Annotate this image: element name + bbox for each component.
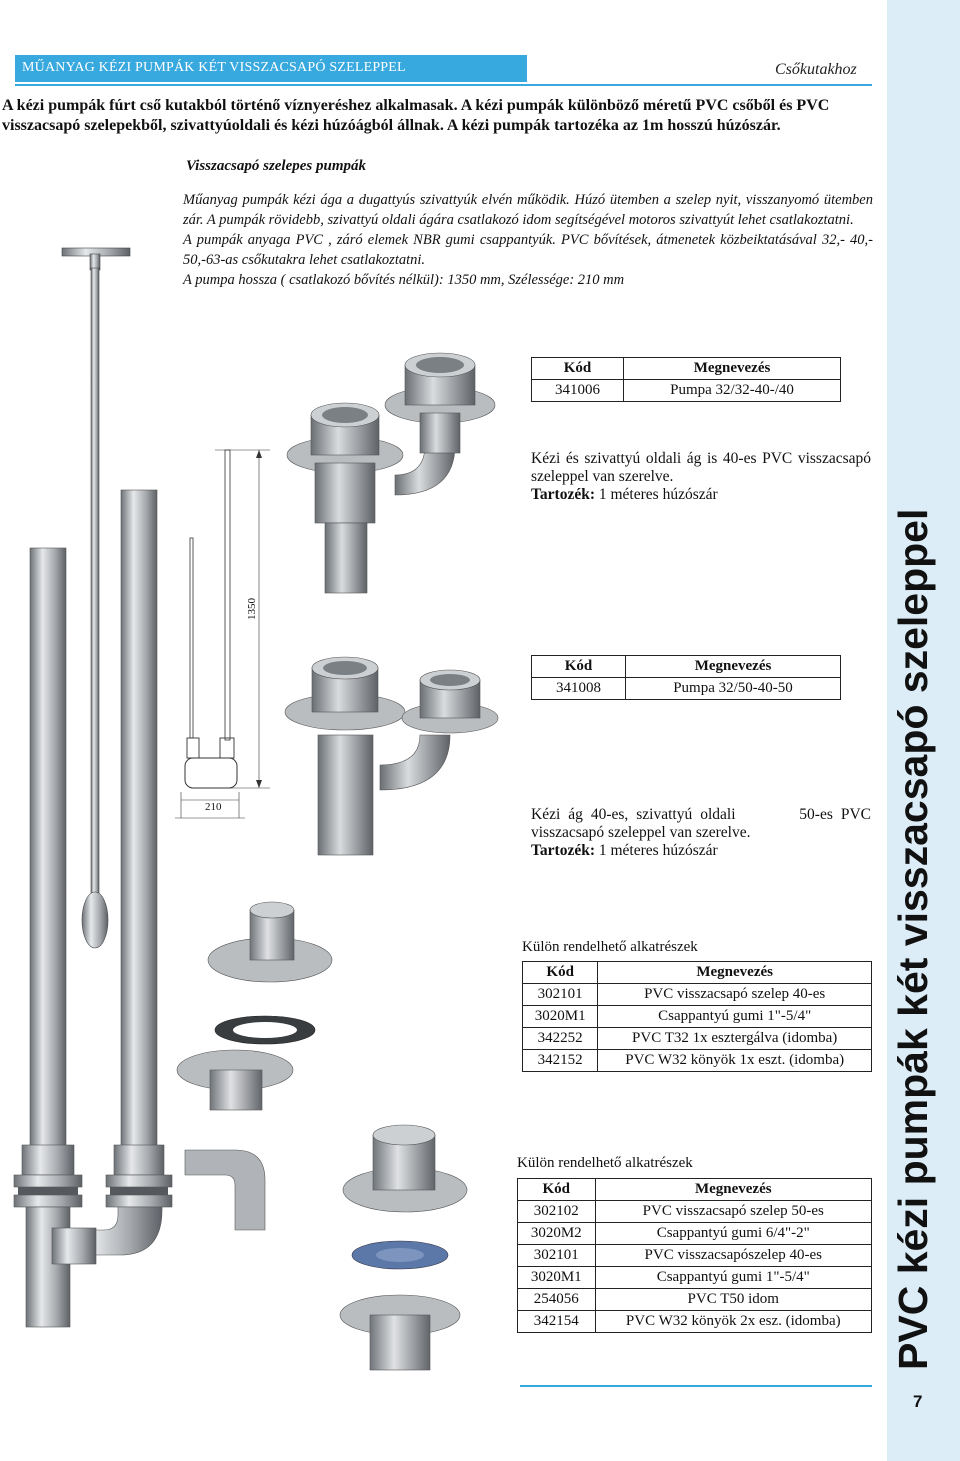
parts-50-table bbox=[517, 1178, 872, 1333]
pump-341008-note bbox=[531, 806, 875, 860]
code-cell: 302102 bbox=[518, 1201, 596, 1223]
code-cell: 342154 bbox=[518, 1311, 596, 1333]
code-cell: 3020M1 bbox=[523, 1006, 598, 1028]
code-cell: 302101 bbox=[523, 984, 598, 1006]
column-header: Kód bbox=[518, 1179, 596, 1201]
parts-50-exploded-illustration bbox=[325, 1120, 485, 1380]
description-paragraph-3: A pumpa hossza ( csatlakozó bővítés nélkül): 1350 mm, Szélessége: 210 mm bbox=[183, 272, 625, 288]
parts-50-caption: Külön rendelhető alkatrészek bbox=[517, 1155, 693, 1171]
code-cell: 3020M1 bbox=[518, 1267, 596, 1289]
table-row bbox=[518, 1267, 872, 1289]
table-row bbox=[523, 984, 872, 1006]
code-cell: 254056 bbox=[518, 1289, 596, 1311]
column-header: Megnevezés bbox=[595, 1179, 871, 1201]
code-cell: 302101 bbox=[518, 1245, 596, 1267]
code-cell: 341006 bbox=[532, 380, 624, 402]
header-divider bbox=[15, 84, 872, 86]
section-label: Csőkutakhoz bbox=[775, 61, 857, 78]
table-row bbox=[532, 380, 841, 402]
pump-341006-note bbox=[531, 450, 871, 504]
pump-341008-illustration bbox=[280, 640, 510, 860]
code-cell: 342152 bbox=[523, 1050, 598, 1072]
accessory-text: 1 méteres húzószár bbox=[595, 842, 718, 859]
intro-text: A kézi pumpák fúrt cső kutakból történő víznyeréshez alkalmasak. A kézi pumpák különböző méretű PVC csőből és PVC visszacsapó szelepekből, szivattyúoldali és kézi húzóágból állnak. A kézi pumpák tartozéka az 1m hosszú húzószár. bbox=[2, 97, 830, 134]
subheading: Visszacsapó szelepes pumpák bbox=[186, 158, 367, 174]
accessory-text: 1 méteres húzószár bbox=[595, 486, 718, 503]
page-number: 7 bbox=[913, 1392, 923, 1411]
dimension-drawing bbox=[175, 440, 270, 830]
name-cell: Pumpa 32/32-40-/40 bbox=[624, 380, 841, 402]
name-cell: PVC visszacsapó szelep 50-es bbox=[595, 1201, 871, 1223]
table-row bbox=[518, 1201, 872, 1223]
parts-40-table bbox=[522, 961, 872, 1072]
header-title: MŰANYAG KÉZI PUMPÁK KÉT VISSZACSAPÓ SZELEPPEL bbox=[22, 60, 406, 75]
table-header-row bbox=[518, 1179, 872, 1201]
elbow-illustration bbox=[175, 1140, 275, 1240]
table-row bbox=[523, 1050, 872, 1072]
name-cell: Csappantyú gumi 6/4"-2" bbox=[595, 1223, 871, 1245]
column-header: Megnevezés bbox=[626, 656, 841, 678]
name-cell: PVC T32 1x esztergálva (idomba) bbox=[598, 1028, 872, 1050]
table-header-row bbox=[532, 656, 841, 678]
name-cell: PVC visszacsapószelep 40-es bbox=[595, 1245, 871, 1267]
description bbox=[183, 190, 873, 290]
table-header-row bbox=[523, 962, 872, 984]
table-row bbox=[523, 1028, 872, 1050]
accessory-label: Tartozék: bbox=[531, 842, 595, 859]
note-text: Kézi ág 40-es, szivattyú oldali 50-es PVC visszacsapó szeleppel van szerelve. bbox=[531, 806, 875, 841]
table-row bbox=[518, 1245, 872, 1267]
table-header-row bbox=[532, 358, 841, 380]
pump-341008-table bbox=[531, 655, 841, 700]
code-cell: 341008 bbox=[532, 678, 626, 700]
pump-341006-illustration bbox=[275, 345, 520, 605]
name-cell: Pumpa 32/50-40-50 bbox=[626, 678, 841, 700]
height-dimension-label: 1350 bbox=[246, 598, 258, 620]
name-cell: PVC T50 idom bbox=[595, 1289, 871, 1311]
parts-40-caption: Külön rendelhető alkatrészek bbox=[522, 939, 698, 955]
column-header: Kód bbox=[532, 358, 624, 380]
parts-40-exploded-illustration bbox=[170, 900, 370, 1140]
name-cell: Csappantyú gumi 1"-5/4" bbox=[595, 1267, 871, 1289]
description-paragraph-2: A pumpák anyaga PVC , záró elemek NBR gumi csappantyúk. PVC bővítések, átmenetek közbeiktatásával 32,- 40,- 50,-63-as csőkutakra lehet csatlakoztatni. bbox=[183, 232, 873, 268]
column-header: Megnevezés bbox=[624, 358, 841, 380]
table-row bbox=[523, 1006, 872, 1028]
column-header: Kód bbox=[532, 656, 626, 678]
column-header: Kód bbox=[523, 962, 598, 984]
sidebar-title bbox=[890, 1310, 937, 1370]
name-cell: PVC W32 könyök 1x eszt. (idomba) bbox=[598, 1050, 872, 1072]
name-cell: Csappantyú gumi 1"-5/4" bbox=[598, 1006, 872, 1028]
table-row bbox=[518, 1223, 872, 1245]
footer-divider bbox=[520, 1385, 872, 1387]
pump-assembly-illustration bbox=[0, 240, 180, 1380]
name-cell: PVC visszacsapó szelep 40-es bbox=[598, 984, 872, 1006]
name-cell: PVC W32 könyök 2x esz. (idomba) bbox=[595, 1311, 871, 1333]
width-dimension-label: 210 bbox=[205, 801, 222, 813]
accessory-label: Tartozék: bbox=[531, 486, 595, 503]
table-row bbox=[532, 678, 841, 700]
pump-341006-table bbox=[531, 357, 841, 402]
table-row bbox=[518, 1311, 872, 1333]
column-header: Megnevezés bbox=[598, 962, 872, 984]
code-cell: 3020M2 bbox=[518, 1223, 596, 1245]
code-cell: 342252 bbox=[523, 1028, 598, 1050]
description-paragraph-1: Műanyag pumpák kézi ága a dugattyús szivattyúk elvén működik. Húzó ütemben a szelep nyit, visszanyomó ütemben zár. A pumpák rövidebb, szivattyú oldali ágára csatlakozó idom segítségével motoros szivattyút lehet csatlakoztatni. bbox=[183, 192, 873, 228]
table-row bbox=[518, 1289, 872, 1311]
note-text: Kézi és szivattyú oldali ág is 40-es PVC visszacsapó szeleppel van szerelve. bbox=[531, 450, 871, 485]
